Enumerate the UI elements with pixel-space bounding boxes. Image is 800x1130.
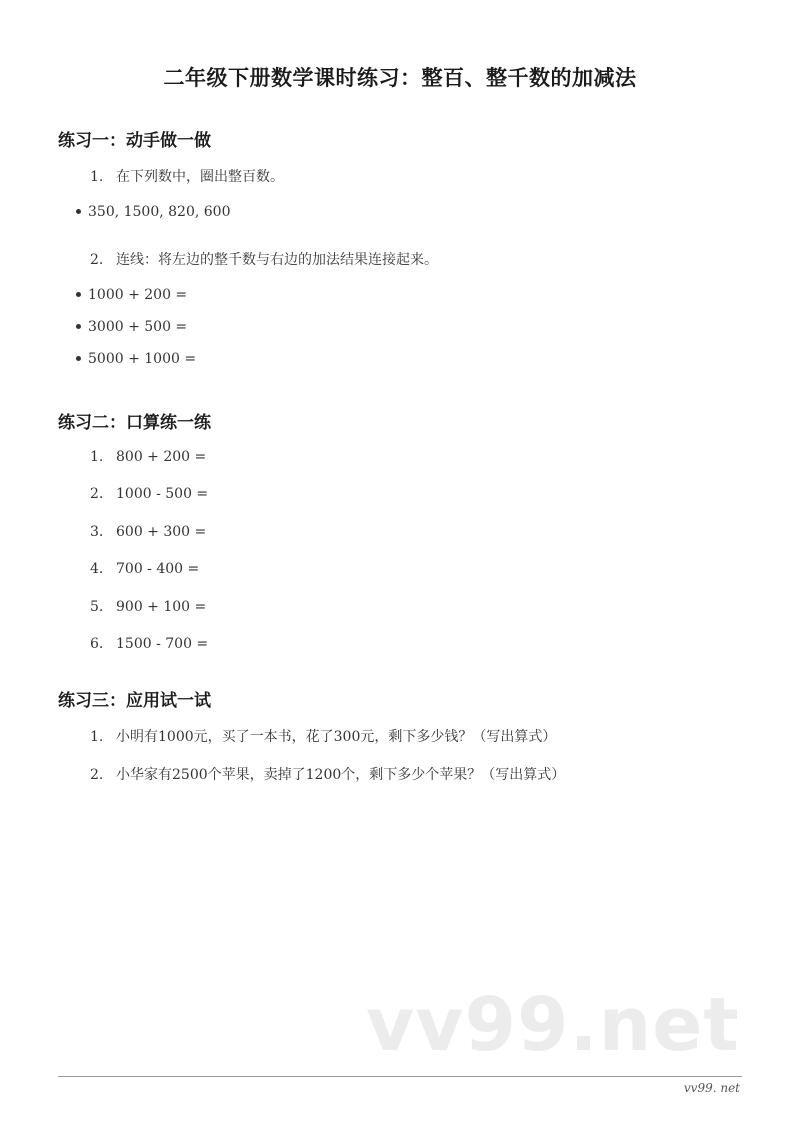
list-item xyxy=(90,486,208,502)
question-text: 600 + 300 = xyxy=(116,524,207,540)
list-item xyxy=(90,764,565,784)
document-title: 二年级下册数学课时练习：整百、整千数的加减法 xyxy=(163,66,637,90)
list-item xyxy=(90,449,206,465)
list-item xyxy=(90,561,199,577)
watermark: vv99.net xyxy=(366,982,740,1068)
question-text: 900 + 100 = xyxy=(116,599,207,615)
question-index: 3. xyxy=(90,524,104,540)
question-index: 4. xyxy=(90,561,104,577)
question-index: 5. xyxy=(90,599,104,615)
question-index: 1. xyxy=(90,169,104,185)
question-1-2 xyxy=(90,249,438,269)
section-heading-2: 练习二：口算练一练 xyxy=(58,413,211,433)
bullet-text: 350, 1500, 820, 600 xyxy=(88,204,231,220)
list-item xyxy=(90,599,206,615)
bullet-text: 5000 + 1000 = xyxy=(88,351,197,367)
bullet-text: 3000 + 500 = xyxy=(88,319,188,335)
bullet-icon xyxy=(76,209,81,214)
question-index: 6. xyxy=(90,636,104,652)
question-index: 2. xyxy=(90,252,104,268)
bullet-item xyxy=(76,204,231,220)
bullet-item xyxy=(76,319,187,335)
footer-site-label: vv99. net xyxy=(683,1081,740,1095)
question-index: 2. xyxy=(90,767,104,783)
question-1-1 xyxy=(90,166,284,186)
bullet-icon xyxy=(76,292,81,297)
section-heading-1: 练习一：动手做一做 xyxy=(58,131,211,151)
question-text: 连线：将左边的整千数与右边的加法结果连接起来。 xyxy=(116,252,438,268)
question-text: 小明有1000元，买了一本书，花了300元，剩下多少钱？（写出算式） xyxy=(116,729,557,745)
question-index: 2. xyxy=(90,486,104,502)
bullet-icon xyxy=(76,324,81,329)
question-text: 1000 - 500 = xyxy=(116,486,209,502)
question-index: 1. xyxy=(90,449,104,465)
bullet-icon xyxy=(76,356,81,361)
question-text: 700 - 400 = xyxy=(116,561,200,577)
list-item xyxy=(90,524,206,540)
question-text: 800 + 200 = xyxy=(116,449,207,465)
list-item xyxy=(90,636,208,652)
footer-divider xyxy=(58,1076,742,1077)
bullet-item xyxy=(76,287,187,303)
section-heading-3: 练习三：应用试一试 xyxy=(58,691,211,711)
bullet-text: 1000 + 200 = xyxy=(88,287,188,303)
question-text: 小华家有2500个苹果，卖掉了1200个，剩下多少个苹果？（写出算式） xyxy=(116,767,566,783)
question-text: 1500 - 700 = xyxy=(116,636,209,652)
bullet-item xyxy=(76,351,196,367)
question-text: 在下列数中，圈出整百数。 xyxy=(116,169,284,185)
list-item xyxy=(90,726,556,746)
question-index: 1. xyxy=(90,729,104,745)
